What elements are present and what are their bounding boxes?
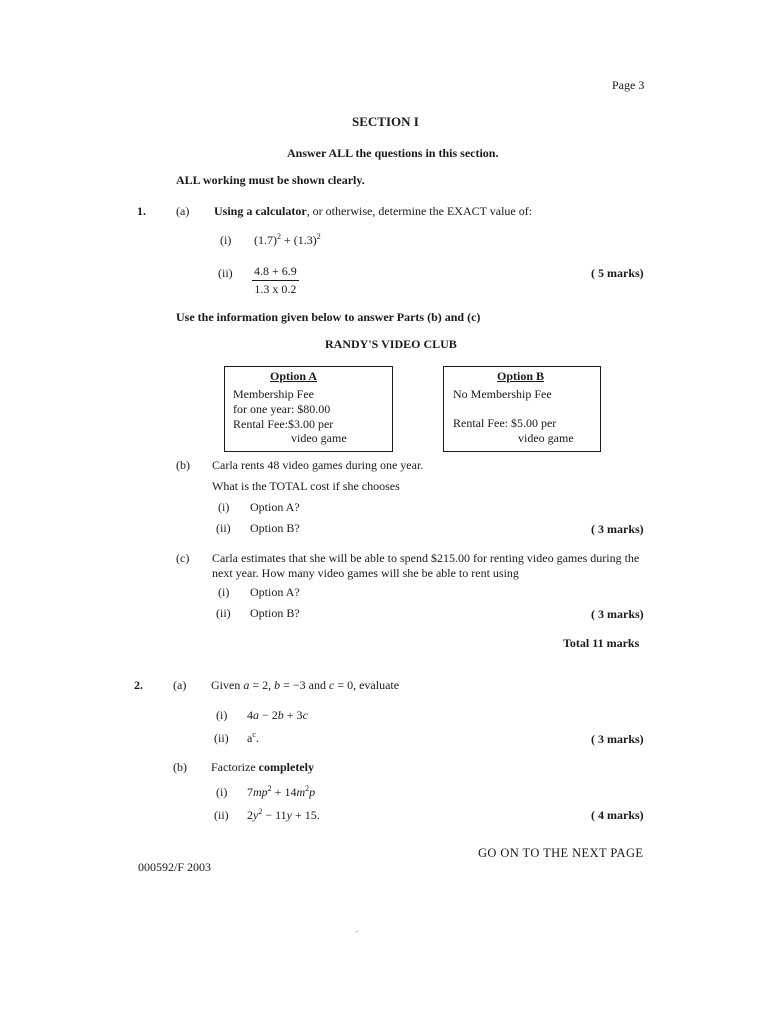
q1a-prompt-bold: Using a calculator	[214, 204, 307, 218]
section-title: SECTION I	[352, 114, 419, 129]
option-a-title: Option A	[270, 369, 318, 383]
q1c-line-1: Carla estimates that she will be able to spend $215.00 for renting video games during the	[212, 551, 640, 565]
q2b-ii-label: (ii)	[214, 808, 229, 822]
q1a-ii-label: (ii)	[218, 266, 233, 280]
q2b-i-label: (i)	[216, 785, 228, 799]
q1b-ii-text: Option B?	[250, 521, 300, 535]
option-b-line-3: video game	[518, 431, 574, 445]
question-2-number: 2.	[134, 678, 143, 692]
q1b-i-text: Option A?	[250, 500, 300, 514]
scan-speck	[356, 931, 358, 932]
q2b-prompt: Factorize completely	[211, 760, 314, 774]
q2a-i-label: (i)	[216, 708, 228, 722]
q1a-i-label: (i)	[220, 233, 232, 247]
q1c-line-2: next year. How many video games will she be able to rent using	[212, 566, 519, 580]
q2b-marks: ( 4 marks)	[591, 808, 644, 822]
q1c-ii-text: Option B?	[250, 606, 300, 620]
q1c-i-text: Option A?	[250, 585, 300, 599]
option-a-line-2: for one year: $80.00	[233, 402, 331, 416]
q1a-label: (a)	[176, 204, 190, 218]
option-b-title: Option B	[497, 369, 545, 383]
q1-total: Total 11 marks	[563, 636, 640, 650]
q1a-ii-fraction	[252, 264, 299, 297]
q2b-i-expression: $7mp^2 + 14m^2p$	[247, 784, 316, 799]
q2a-given: Given a = 2, b = −3 and c = 0, evaluate	[211, 678, 400, 692]
working-note: ALL working must be shown clearly.	[176, 173, 365, 187]
info-line: Use the information given below to answer Parts (b) and (c)	[176, 310, 481, 324]
q2a-ii-expression: $a^c$.	[247, 730, 259, 745]
q1b-line-1: Carla rents 48 video games during one year.	[212, 458, 424, 472]
q2a-i-expression: 4a − 2b + 3c	[247, 708, 308, 722]
option-a-line-3: Rental Fee:$3.00 per	[233, 417, 334, 431]
q1a-prompt-rest: , or otherwise, determine the EXACT value of:	[306, 204, 533, 218]
q1c-marks: ( 3 marks)	[591, 607, 644, 621]
option-a-line-1: Membership Fee	[233, 387, 314, 401]
q1b-label: (b)	[176, 458, 190, 472]
q1c-i-label: (i)	[218, 585, 230, 599]
option-b-line-1: No Membership Fee	[453, 387, 552, 401]
q2a-marks: ( 3 marks)	[591, 732, 644, 746]
option-b-box	[443, 366, 601, 452]
q1a-i-expression: $(1.7)^2 + (1.3)^2$	[254, 232, 321, 247]
q1a-marks: ( 5 marks)	[591, 266, 644, 280]
q1b-i-label: (i)	[218, 500, 230, 514]
q1b-line-2: What is the TOTAL cost if she chooses	[212, 479, 400, 493]
option-b-line-2: Rental Fee: $5.00 per	[453, 416, 557, 430]
q2a-label: (a)	[173, 678, 187, 692]
q2a-ii-label: (ii)	[214, 731, 229, 745]
club-title: RANDY'S VIDEO CLUB	[325, 337, 457, 351]
q1b-ii-label: (ii)	[216, 521, 231, 535]
q1b-marks: ( 3 marks)	[591, 522, 644, 536]
q2b-label: (b)	[173, 760, 187, 774]
q1c-ii-label: (ii)	[216, 606, 231, 620]
q1a-prompt	[214, 204, 532, 219]
paper-code: 000592/F 2003	[138, 860, 212, 874]
section-instruction: Answer ALL the questions in this section.	[287, 146, 499, 160]
page-number: Page 3	[612, 78, 645, 92]
fraction-denominator: 1.3 x 0.2	[254, 282, 297, 296]
go-on-next-page: GO ON TO THE NEXT PAGE	[478, 846, 644, 860]
q2b-ii-expression: $2y^2 - 11y + 15$.	[247, 807, 320, 822]
option-a-box	[224, 366, 393, 452]
option-a-line-4: video game	[291, 431, 347, 445]
question-1-number: 1.	[137, 204, 146, 218]
q1c-label: (c)	[176, 551, 190, 565]
fraction-numerator: 4.8 + 6.9	[252, 264, 299, 281]
